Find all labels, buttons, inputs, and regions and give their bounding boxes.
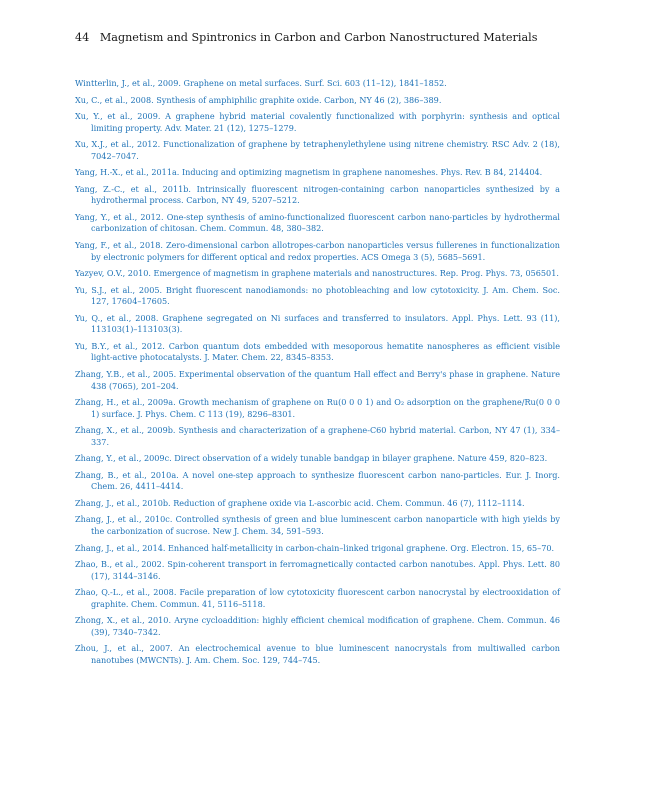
reference-item: Xu, C., et al., 2008. Synthesis of amphiphilic graphite oxide. Carbon, NY 46 (2), 386–389. — [75, 94, 442, 105]
reference-item: Yang, F., et al., 2018. Zero-dimensional carbon allotropes-carbon nanoparticles versus fullerenes in functionalization by electronic polymers for different optical and redox properties. ACS Omega 3 (5), 5685–5691. — [75, 239, 560, 262]
reference-item: Yang, H.-X., et al., 2011a. Inducing and optimizing magnetism in graphene nanomeshes. Phys. Rev. B 84, 214404. — [75, 167, 543, 178]
reference-item: Zhang, B., et al., 2010a. A novel one-step approach to synthesize fluorescent carbon nano-particles. Eur. J. Inorg. Chem. 26, 4411–4414. — [75, 469, 560, 492]
reference-item: Zhang, J., et al., 2010c. Controlled synthesis of green and blue luminescent carbon nanoparticle with high yields by the carbonization of sucrose. New J. Chem. 34, 591–593. — [75, 514, 560, 536]
reference-item: Yu, Q., et al., 2008. Graphene segregated on Ni surfaces and transferred to insulators. Appl. Phys. Lett. 93 (11), 113103(1)–113103(3). — [75, 312, 560, 335]
reference-list — [75, 78, 560, 671]
reference-item: Xu, X.J., et al., 2012. Functionalization of graphene by tetraphenylethylene using nitrene chemistry. RSC Adv. 2 (18), 7042–7047. — [75, 139, 560, 161]
reference-item: Yang, Z.-C., et al., 2011b. Intrinsically fluorescent nitrogen-containing carbon nanoparticles synthesized by a hydrothermal process. Carbon, NY 49, 5207–5212. — [75, 183, 560, 206]
reference-item: Zhang, J., et al., 2010b. Reduction of graphene oxide via L-ascorbic acid. Chem. Commun. 46 (7), 1112–1114. — [75, 497, 525, 508]
reference-item: Zhang, J., et al., 2014. Enhanced half-metallicity in carbon-chain–linked trigonal graphene. Org. Electron. 15, 65–70. — [75, 542, 555, 553]
reference-item: Zhang, X., et al., 2009b. Synthesis and characterization of a graphene-C60 hybrid material. Carbon, NY 47 (1), 334–337. — [75, 425, 560, 447]
reference-item: Zhang, Y., et al., 2009c. Direct observation of a widely tunable bandgap in bilayer graphene. Nature 459, 820–823. — [75, 453, 548, 464]
reference-item: Xu, Y., et al., 2009. A graphene hybrid material covalently functionalized with porphyrin: synthesis and optical limiting property. Adv. Mater. 21 (12), 1275–1279. — [75, 111, 560, 133]
reference-item: Yang, Y., et al., 2012. One-step synthesis of amino-functionalized fluorescent carbon nano-particles by hydrothermal carbonization of chitosan. Chem. Commun. 48, 380–382. — [75, 211, 560, 234]
reference-item: Zhang, Y.B., et al., 2005. Experimental observation of the quantum Hall effect and Berry's phase in graphene. Nature 438 (7065), 201–204. — [75, 368, 560, 391]
page-header — [75, 31, 615, 44]
reference-item: Yazyev, O.V., 2010. Emergence of magnetism in graphene materials and nanostructures. Rep. Prog. Phys. 73, 056501. — [75, 268, 559, 279]
reference-item: Wintterlin, J., et al., 2009. Graphene on metal surfaces. Surf. Sci. 603 (11–12), 1841–1852. — [75, 78, 447, 88]
reference-item: Zhou, J., et al., 2007. An electrochemical avenue to blue luminescent nanocrystals from multiwalled carbon nanotubes (MWCNTs). J. Am. Chem. Soc. 129, 744–745. — [75, 643, 560, 665]
reference-item: Zhao, B., et al., 2002. Spin-coherent transport in ferromagnetically contacted carbon nanotubes. Appl. Phys. Lett. 80 (17), 3144–3146. — [75, 559, 560, 581]
reference-item: Zhang, H., et al., 2009a. Growth mechanism of graphene on Ru(0 0 0 1) and O₂ adsorption on the graphene/Ru(0 0 0 1) surface. J. Phys. Chem. C 113 (19), 8296–8301. — [75, 397, 560, 419]
reference-item: Yu, B.Y., et al., 2012. Carbon quantum dots embedded with mesoporous hematite nanospheres as efficient visible light-active photocatalysts. J. Mater. Chem. 22, 8345–8353. — [75, 340, 560, 363]
reference-item: Zhao, Q.-L., et al., 2008. Facile preparation of low cytotoxicity fluorescent carbon nanocrystal by electrooxidation of graphite. Chem. Commun. 41, 5116–5118. — [75, 587, 560, 609]
running-title: Magnetism and Spintronics in Carbon and Carbon Nanostructured Materials — [99, 31, 538, 44]
reference-item: Yu, S.J., et al., 2005. Bright fluorescent nanodiamonds: no photobleaching and low cytotoxicity. J. Am. Chem. Soc. 127, 17604–17605. — [75, 284, 560, 307]
page-number: 44 — [75, 31, 90, 44]
reference-item: Zhong, X., et al., 2010. Aryne cycloaddition: highly efficient chemical modification of graphene. Chem. Commun. 46 (39), 7340–7342. — [75, 615, 560, 637]
